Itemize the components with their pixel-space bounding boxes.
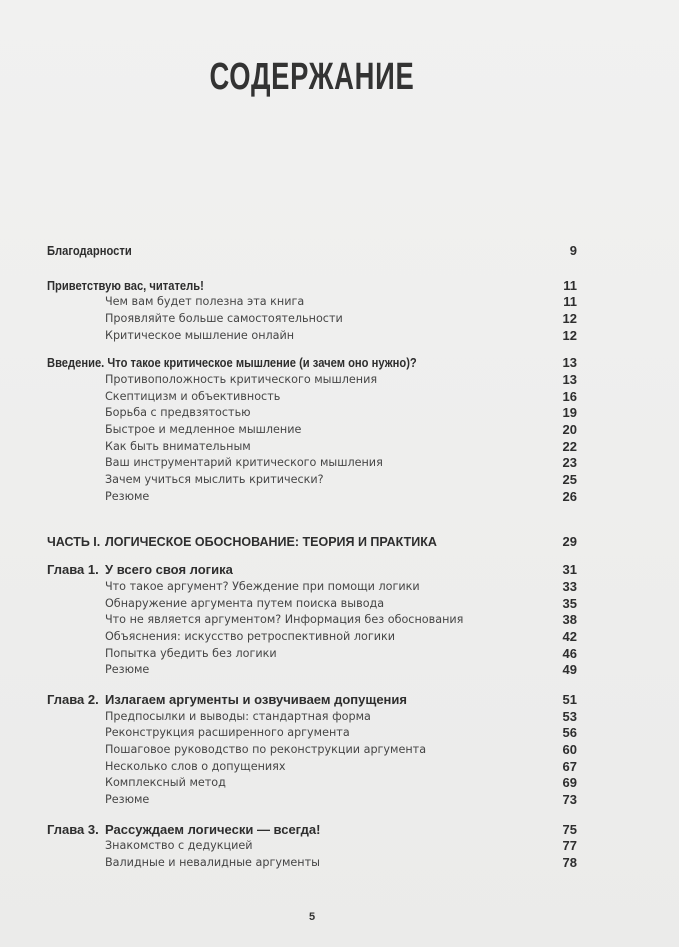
toc-subentry[interactable] <box>47 438 577 455</box>
page-title: СОДЕРЖАНИЕ <box>209 56 415 98</box>
toc-subentry-page: 42 <box>562 628 577 644</box>
toc-subentry-label: Реконструкция расширенного аргумента <box>105 726 350 740</box>
toc-subentry-page: 77 <box>562 838 577 854</box>
toc-subentry-page: 11 <box>563 294 577 310</box>
toc-subentry[interactable] <box>47 293 577 310</box>
toc-entry-chapter-2[interactable] <box>47 691 577 708</box>
toc-entry-label: У всего своя логика <box>105 562 233 578</box>
toc-subentry-label: Пошаговое руководство по реконструкции аргумента <box>105 743 427 757</box>
toc-subentry[interactable] <box>47 758 577 775</box>
toc-subentry[interactable] <box>47 854 577 871</box>
toc-subentry-page: 13 <box>562 371 577 387</box>
toc-subentry[interactable] <box>47 645 577 662</box>
toc-subentry[interactable] <box>47 595 577 612</box>
toc-subentry[interactable] <box>47 421 577 438</box>
toc-subentry[interactable] <box>47 310 577 327</box>
toc-subentry-label: Предпосылки и выводы: стандартная форма <box>105 709 371 723</box>
toc-subentry-label: Скептицизм и объективность <box>105 389 281 403</box>
toc-entry-page: 9 <box>569 242 577 258</box>
toc-entry-chapter-3[interactable] <box>47 821 577 838</box>
toc-subentry-label: Резюме <box>105 663 150 677</box>
part-prefix: ЧАСТЬ I. <box>47 534 101 549</box>
toc-entry-label: ЛОГИЧЕСКОЕ ОБОСНОВАНИЕ: ТЕОРИЯ И ПРАКТИКА <box>105 534 437 549</box>
toc-entry-greeting[interactable] <box>47 277 577 294</box>
toc-subentry-label: Объяснения: искусство ретроспективной логики <box>105 629 396 643</box>
toc-subentry-label: Попытка убедить без логики <box>105 646 277 660</box>
toc-subentry-page: 60 <box>562 742 577 758</box>
toc-subentry[interactable] <box>47 405 577 422</box>
toc-subentry-label: Как быть внимательным <box>105 439 251 453</box>
toc-subentry-label: Чем вам будет полезна эта книга <box>105 295 305 309</box>
toc-subentry-label: Резюме <box>105 793 150 807</box>
toc-entry-page: 75 <box>562 821 577 837</box>
toc-subentry-page: 26 <box>562 488 577 504</box>
toc-subentry-label: Несколько слов о допущениях <box>105 759 286 773</box>
toc-subentry-label: Ваш инструментарий критического мышления <box>105 456 383 470</box>
toc-subentry[interactable] <box>47 371 577 388</box>
toc-subentry[interactable] <box>47 471 577 488</box>
toc-entry-introduction[interactable] <box>47 354 577 371</box>
toc-subentry[interactable] <box>47 611 577 628</box>
toc-subentry-page: 49 <box>562 662 577 678</box>
toc-subentry[interactable] <box>47 708 577 725</box>
toc-subentry-label: Комплексный метод <box>105 776 226 790</box>
toc-entry-page: 51 <box>562 691 577 707</box>
toc-subentry[interactable] <box>47 628 577 645</box>
toc-subentry[interactable] <box>47 838 577 855</box>
toc-subentry[interactable] <box>47 725 577 742</box>
table-of-contents <box>47 242 577 871</box>
toc-subentry-page: 35 <box>562 595 577 611</box>
toc-entry-label: Приветствую вас, читатель! <box>47 277 204 293</box>
toc-subentry-label: Зачем учиться мыслить критически? <box>105 473 324 487</box>
toc-subentry-label: Противоположность критического мышления <box>105 372 378 386</box>
toc-entry-part-1[interactable] <box>47 534 577 551</box>
toc-subentry-page: 78 <box>562 855 577 871</box>
toc-subentry-page: 25 <box>562 472 577 488</box>
toc-subentry-page: 69 <box>562 775 577 791</box>
toc-subentry-label: Критическое мышление онлайн <box>105 328 295 342</box>
chapter-prefix: Глава 2. <box>47 691 99 707</box>
toc-subentry-page: 33 <box>562 578 577 594</box>
toc-subentry-page: 22 <box>562 438 577 454</box>
toc-subentry[interactable] <box>47 327 577 344</box>
toc-subentry-page: 53 <box>562 708 577 724</box>
toc-subentry-label: Борьба с предвзятостью <box>105 406 251 420</box>
toc-subentry[interactable] <box>47 661 577 678</box>
toc-subentry-label: Валидные и невалидные аргументы <box>105 856 320 870</box>
toc-entry-page: 13 <box>562 355 577 371</box>
page-number: 5 <box>308 911 316 923</box>
toc-entry-acknowledgements[interactable] <box>47 242 577 259</box>
toc-subentry-page: 16 <box>562 388 577 404</box>
toc-subentry-page: 12 <box>562 327 577 343</box>
toc-subentry-page: 67 <box>562 758 577 774</box>
toc-subentry-page: 73 <box>562 792 577 808</box>
toc-subentry-page: 12 <box>562 310 577 326</box>
toc-subentry-label: Что не является аргументом? Информация без обоснования <box>105 613 464 627</box>
toc-subentry-label: Быстрое и медленное мышление <box>105 423 302 437</box>
toc-subentry[interactable] <box>47 775 577 792</box>
toc-entry-label: Введение. Что такое критическое мышление (и зачем оно нужно)? <box>47 355 417 371</box>
toc-entry-page: 11 <box>563 277 577 293</box>
toc-entry-label: Излагаем аргументы и озвучиваем допущения <box>105 691 407 707</box>
toc-entry-page: 29 <box>562 534 577 550</box>
chapter-prefix: Глава 1. <box>47 562 99 578</box>
toc-subentry-label: Что такое аргумент? Убеждение при помощи логики <box>105 579 420 593</box>
toc-entry-label: Рассуждаем логически — всегда! <box>105 821 321 837</box>
toc-subentry-label: Обнаружение аргумента путем поиска вывода <box>105 596 385 610</box>
toc-entry-chapter-1[interactable] <box>47 561 577 578</box>
toc-subentry-page: 38 <box>562 612 577 628</box>
toc-subentry-page: 56 <box>562 725 577 741</box>
toc-subentry-label: Резюме <box>105 489 150 503</box>
toc-entry-label: Благодарности <box>47 242 132 258</box>
toc-entry-page: 31 <box>562 562 577 578</box>
toc-subentry-page: 19 <box>562 405 577 421</box>
toc-subentry[interactable] <box>47 455 577 472</box>
toc-subentry[interactable] <box>47 741 577 758</box>
toc-subentry-label: Проявляйте больше самостоятельности <box>105 311 343 325</box>
toc-subentry[interactable] <box>47 578 577 595</box>
toc-subentry[interactable] <box>47 488 577 505</box>
toc-subentry[interactable] <box>47 388 577 405</box>
toc-subentry-page: 46 <box>562 645 577 661</box>
toc-subentry-page: 23 <box>562 455 577 471</box>
chapter-prefix: Глава 3. <box>47 821 99 837</box>
toc-subentry-label: Знакомство с дедукцией <box>105 839 253 853</box>
toc-subentry[interactable] <box>47 791 577 808</box>
toc-subentry-page: 20 <box>562 422 577 438</box>
